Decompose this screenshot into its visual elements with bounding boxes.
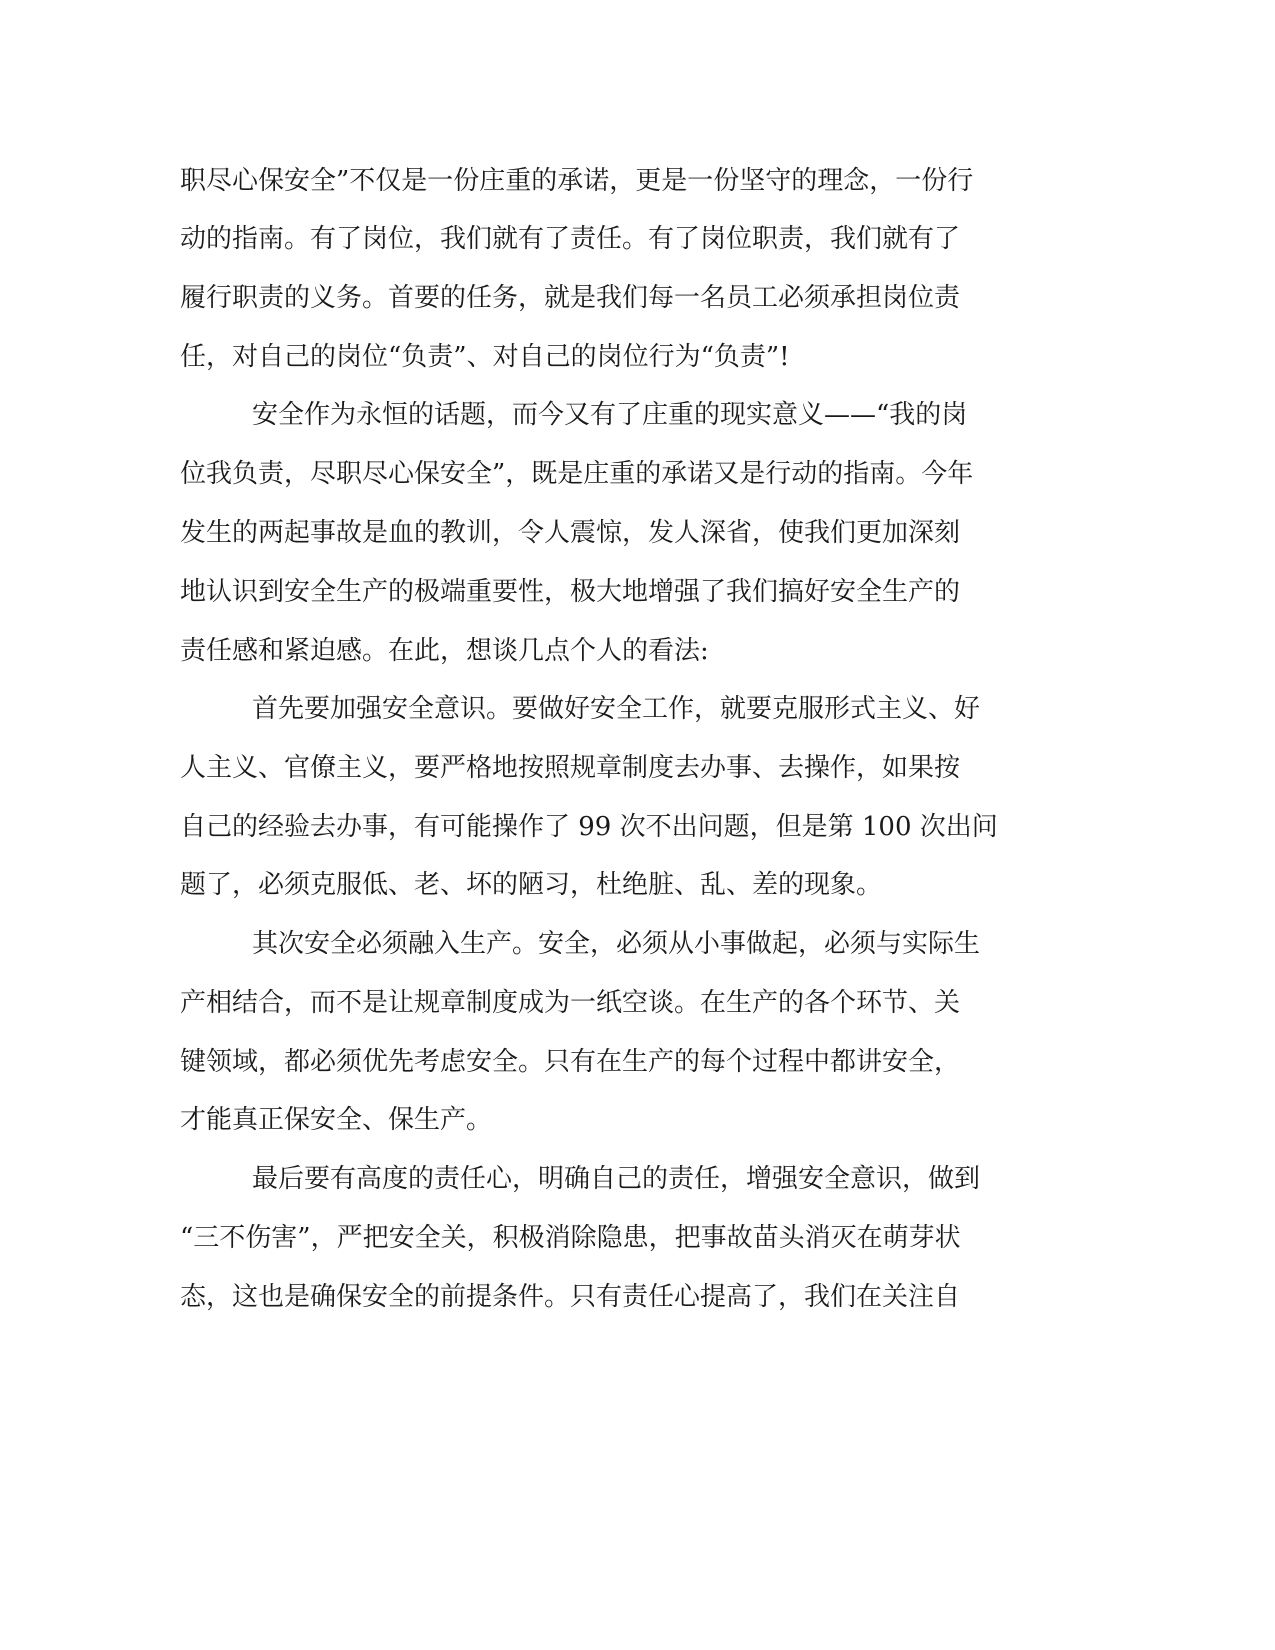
text-line: 责任感和紧迫感。在此，想谈几点个人的看法: xyxy=(180,636,709,666)
text-line: 最后要有高度的责任心，明确自己的责任，增强安全意识，做到 xyxy=(252,1164,981,1194)
text-line: 首先要加强安全意识。要做好安全工作，就要克服形式主义、好 xyxy=(252,694,981,724)
text-line: 自己的经验去办事，有可能操作了 99 次不出问题，但是第 100 次出问 xyxy=(180,812,998,842)
text-line: 履行职责的义务。首要的任务，就是我们每一名员工必须承担岗位责 xyxy=(180,283,961,313)
text-line: 其次安全必须融入生产。安全，必须从小事做起，必须与实际生 xyxy=(252,929,981,959)
text-line: 职尽心保安全”不仅是一份庄重的承诺，更是一份坚守的理念，一份行 xyxy=(180,166,974,196)
text-line: 才能真正保安全、保生产。 xyxy=(180,1105,493,1135)
text-line: 发生的两起事故是血的教训，令人震惊，发人深省，使我们更加深刻 xyxy=(180,518,961,548)
text-line: 任，对自己的岗位“负责”、对自己的岗位行为“负责”! xyxy=(180,342,790,372)
text-line: 地认识到安全生产的极端重要性，极大地增强了我们搞好安全生产的 xyxy=(180,577,961,607)
text-line: 位我负责，尽职尽心保安全”，既是庄重的承诺又是行动的指南。今年 xyxy=(180,459,974,489)
text-line: 动的指南。有了岗位，我们就有了责任。有了岗位职责，我们就有了 xyxy=(180,224,961,254)
text-line: 态，这也是确保安全的前提条件。只有责任心提高了，我们在关注自 xyxy=(180,1282,961,1312)
text-line: 产相结合，而不是让规章制度成为一纸空谈。在生产的各个环节、关 xyxy=(180,988,961,1018)
text-line: 安全作为永恒的话题，而今又有了庄重的现实意义——“我的岗 xyxy=(252,400,968,430)
text-line: 键领域，都必须优先考虑安全。只有在生产的每个过程中都讲安全， xyxy=(180,1047,961,1077)
text-line: 题了，必须克服低、老、坏的陋习，杜绝脏、乱、差的现象。 xyxy=(180,870,883,900)
text-line: 人主义、官僚主义，要严格地按照规章制度去办事、去操作，如果按 xyxy=(180,753,961,783)
text-line: “三不伤害”，严把安全关，积极消除隐患，把事故苗头消灭在萌芽状 xyxy=(180,1223,961,1253)
